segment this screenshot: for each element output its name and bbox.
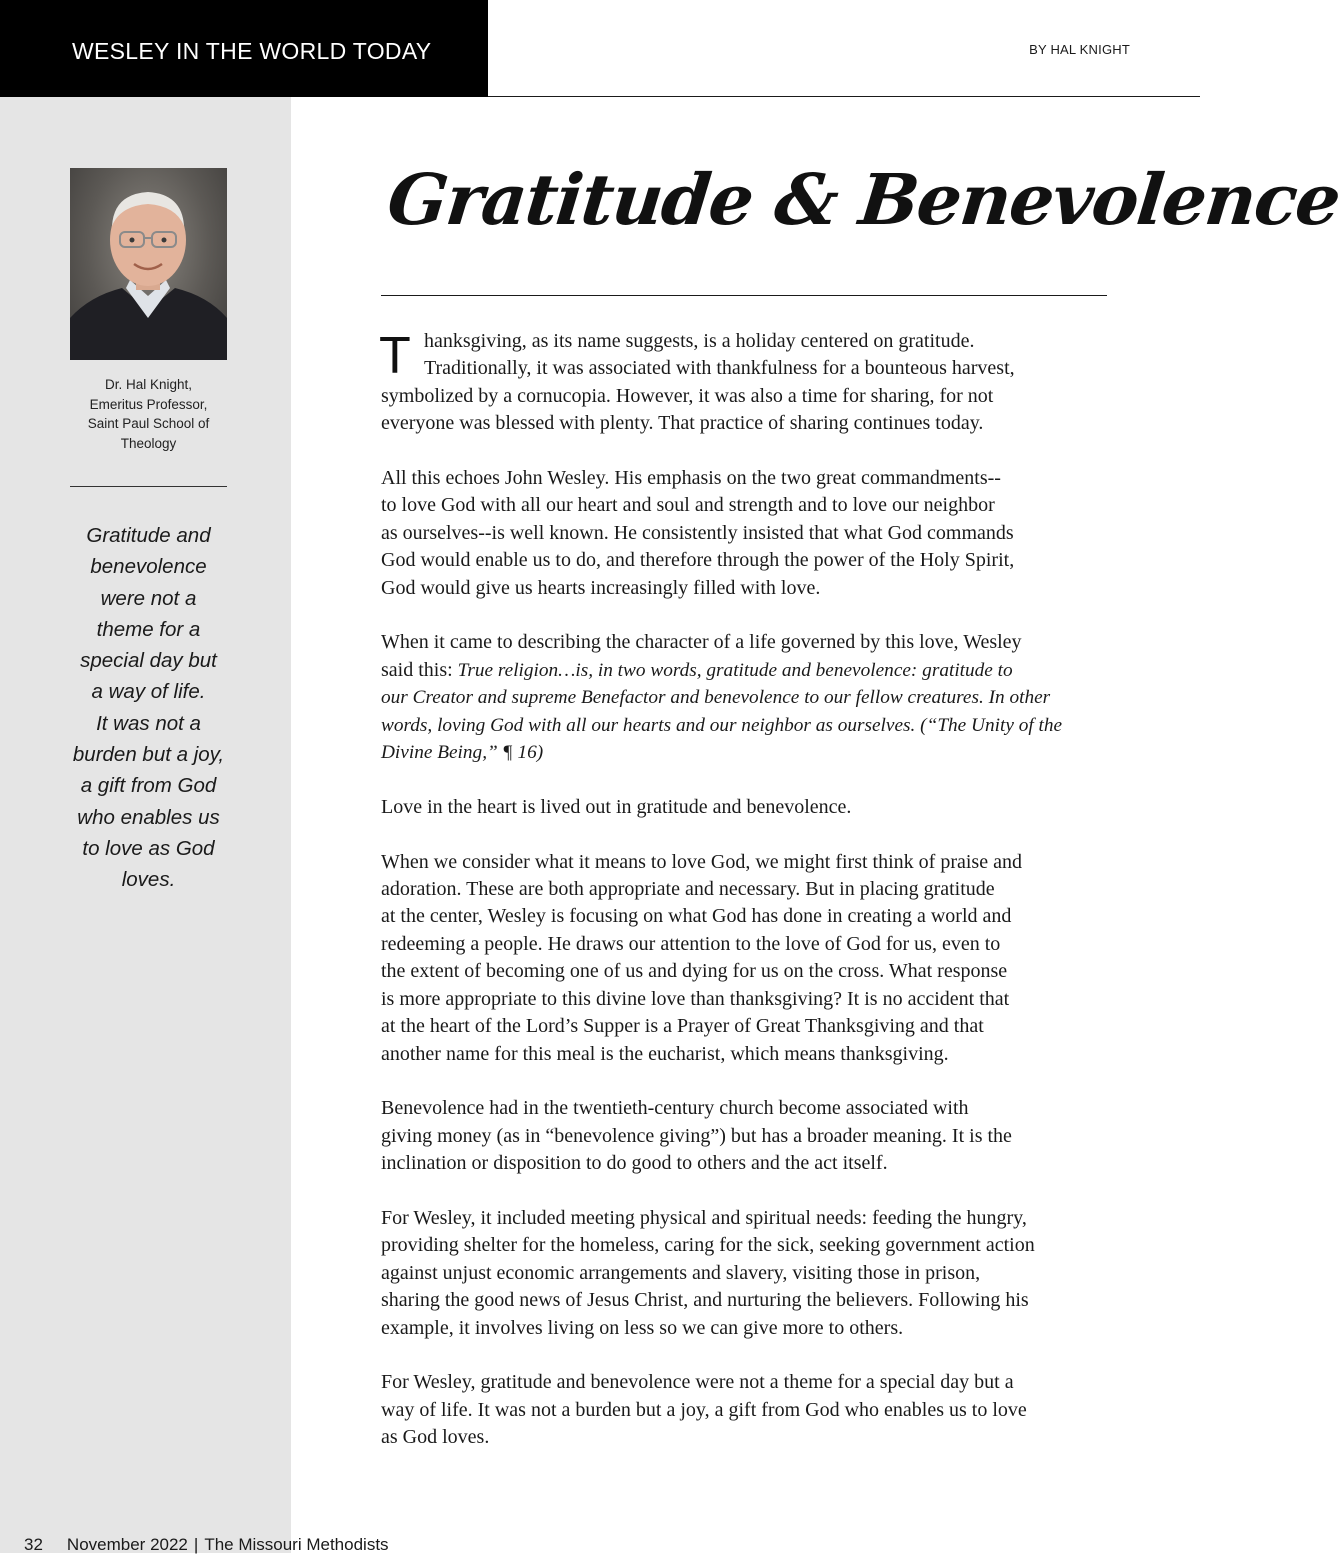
pull-quote-line: special day but	[80, 649, 217, 673]
pull-quote-line: Gratitude and	[86, 524, 211, 547]
text-line: For Wesley, it included meeting physical and spiritual needs: feeding the hungry,	[381, 1206, 1027, 1229]
header-rule	[488, 96, 1200, 97]
text-line: giving money (as in “benevolence giving”) but has a broader meaning. It is the	[381, 1124, 1012, 1147]
paragraph-4	[381, 794, 1121, 821]
caption-line: Saint Paul School of	[87, 416, 210, 431]
text-line: For Wesley, gratitude and benevolence were not a theme for a special day but a	[381, 1371, 1014, 1394]
text-line: hanksgiving, as its name suggests, is a holiday centered on gratitude.	[424, 330, 975, 352]
footer-separator: |	[193, 1535, 199, 1554]
author-portrait-illustration	[70, 168, 227, 360]
text-line: God would give us hearts increasingly filled with love.	[381, 576, 821, 599]
text-line: to love God with all our heart and soul and strength and to love our neighbor	[381, 494, 995, 517]
section-header	[0, 0, 488, 97]
caption-line: Emeritus Professor,	[89, 396, 208, 412]
photo-caption	[70, 375, 227, 453]
page-footer	[24, 1535, 389, 1555]
text-line: God would enable us to do, and therefore through the power of the Holy Spirit,	[381, 549, 1015, 572]
text-line: another name for this meal is the eucharist, which means thanksgiving.	[381, 1042, 949, 1065]
text-line: When it came to describing the character of a life governed by this love, Wesley	[381, 631, 1022, 654]
author-photo	[70, 168, 227, 360]
page-number: 32	[24, 1535, 43, 1554]
sidebar-divider	[70, 486, 227, 487]
text-line: at the center, Wesley is focusing on what God has done in creating a world and	[381, 905, 1012, 928]
text-line: inclination or disposition to do good to others and the act itself.	[381, 1152, 888, 1175]
pull-quote-line: loves.	[121, 868, 176, 892]
wesley-quote: words, loving God with all our hearts and our neighbor as ourselves. (“The Unity of the	[381, 714, 1063, 736]
section-title: WESLEY IN THE WORLD TODAY	[72, 38, 432, 64]
caption-line: Dr. Hal Knight,	[104, 377, 193, 392]
issue-date: November 2022	[66, 1535, 188, 1554]
text-line: When we consider what it means to love God, we might first think of praise and	[381, 850, 1022, 873]
paragraph-8	[381, 1369, 1121, 1451]
text-line	[381, 657, 1121, 684]
text-line: as ourselves--is well known. He consistently insisted that what God commands	[381, 521, 1014, 544]
pull-quote-line: benevolence	[90, 555, 207, 579]
wesley-quote: True religion…is, in two words, gratitude and benevolence: gratitude to	[457, 659, 1013, 681]
pull-quote-line: a gift from God	[80, 774, 217, 798]
text-line: providing shelter for the homeless, caring for the sick, seeking government action	[381, 1234, 1035, 1257]
pull-quote-line: who enables us	[77, 805, 220, 829]
paragraph-6	[381, 1095, 1121, 1177]
pull-quote-line: It was not a	[96, 711, 201, 735]
text-line: symbolized by a cornucopia. However, it was also a time for sharing, for not	[381, 384, 994, 407]
drop-cap: T	[379, 327, 411, 385]
text-fragment: said this:	[381, 658, 458, 681]
caption-line: Theology	[120, 435, 177, 451]
text-line: sharing the good news of Jesus Christ, and nurturing the believers. Following his	[381, 1289, 1029, 1312]
pull-quote-line: burden but a joy,	[72, 743, 225, 767]
publication-name: The Missouri Methodists	[204, 1535, 389, 1554]
paragraph-7	[381, 1205, 1121, 1342]
text-line: the extent of becoming one of us and dying for us on the cross. What response	[381, 960, 1008, 983]
pull-quote	[62, 520, 235, 896]
text-line: Benevolence had in the twentieth-century church become associated with	[381, 1097, 969, 1120]
paragraph-2	[381, 465, 1121, 602]
article-body	[381, 328, 1121, 1479]
text-line: redeeming a people. He draws our attention to the love of God for us, even to	[381, 932, 1001, 955]
text-line: everyone was blessed with plenty. That practice of sharing continues today.	[381, 412, 984, 435]
text-line: All this echoes John Wesley. His emphasis on the two great commandments--	[381, 467, 1001, 490]
title-rule	[381, 295, 1107, 296]
text-line: Love in the heart is lived out in gratitude and benevolence.	[381, 795, 852, 818]
paragraph-3	[381, 629, 1121, 766]
text-line: as God loves.	[381, 1426, 490, 1449]
pull-quote-line: were not a	[100, 586, 197, 610]
text-line: Traditionally, it was associated with thankfulness for a bounteous harvest,	[424, 357, 1015, 380]
paragraph-1	[381, 328, 1121, 438]
paragraph-5	[381, 849, 1121, 1068]
byline: BY HAL KNIGHT	[1029, 42, 1130, 57]
wesley-quote: our Creator and supreme Benefactor and benevolence to our fellow creatures. In other	[381, 687, 1051, 709]
text-line: is more appropriate to this divine love than thanksgiving? It is no accident that	[381, 987, 1010, 1010]
text-line: against unjust economic arrangements and slavery, visiting those in prison,	[381, 1261, 981, 1284]
article-title: Gratitude & Benevolence	[383, 158, 1343, 241]
pull-quote-line: theme for a	[96, 617, 201, 641]
text-line: at the heart of the Lord’s Supper is a Prayer of Great Thanksgiving and that	[381, 1015, 984, 1038]
pull-quote-line: a way of life.	[91, 680, 206, 704]
wesley-quote: Divine Being,” ¶ 16)	[381, 742, 544, 764]
text-line: adoration. These are both appropriate and necessary. But in placing gratitude	[381, 878, 995, 901]
text-line: example, it involves living on less so we can give more to others.	[381, 1316, 904, 1339]
text-line: way of life. It was not a burden but a joy, a gift from God who enables us to love	[381, 1398, 1027, 1421]
pull-quote-line: to love as God	[82, 836, 215, 860]
